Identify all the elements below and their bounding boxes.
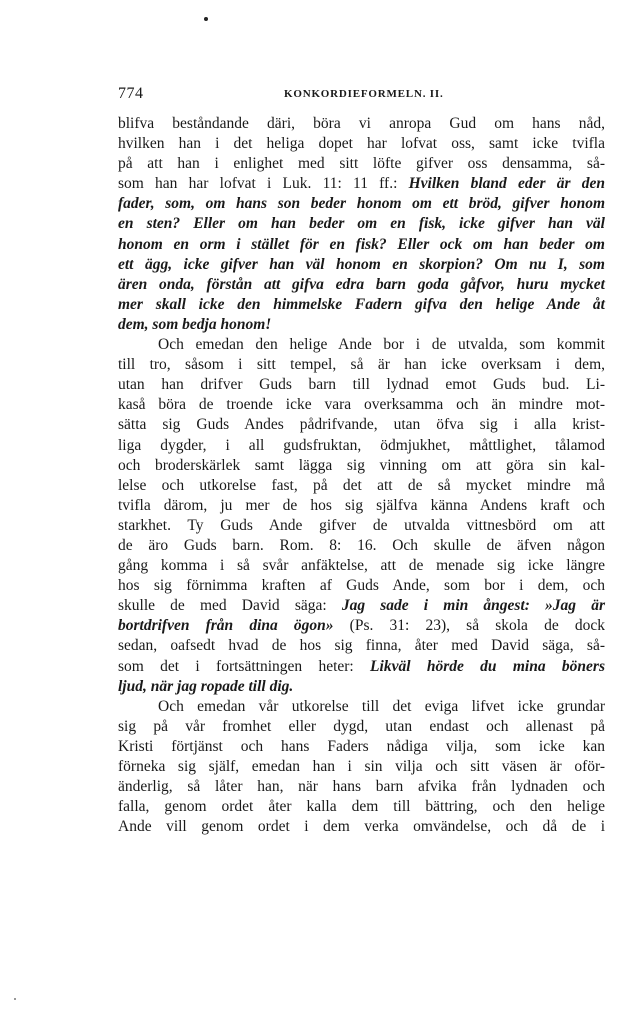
text-line [118, 657, 605, 677]
running-head: KONKORDIEFORMELN. II. [284, 88, 444, 100]
text-segment: falla, genom ordet åter kalla dem till bättring, och den helige [118, 798, 605, 816]
text-line [118, 395, 605, 415]
text-segment: och broderskärlek samt lägga sig vinning om att göra sin kal- [118, 456, 605, 474]
text-segment: på att han i enlighet med sitt löfte gifver oss densamma, så- [118, 155, 605, 173]
text-segment: änderlig, så låter han, när hans barn afvika från lydnaden och [118, 778, 605, 796]
text-line [118, 536, 605, 556]
text-line [118, 134, 605, 154]
text-segment: blifva beståndande däri, böra vi anropa Gud om hans nåd, [118, 115, 605, 132]
text-line [118, 114, 605, 134]
text-line [118, 476, 605, 496]
text-line [118, 214, 605, 234]
text-segment: liga dygder, i all gudsfruktan, ödmjukhet, måttlighet, tålamod [118, 436, 605, 454]
text-segment: starkhet. Ty Guds Ande gifver de utvalda vittnesbörd om att [118, 516, 605, 534]
text-line [118, 677, 605, 697]
text-segment: de äro Guds barn. Rom. 8: 16. Och skulle de äfven någon [118, 536, 605, 554]
italic-text: Jag sade i min ångest: »Jag är [341, 597, 605, 615]
text-line [118, 797, 605, 817]
italic-text: Hvilken bland eder är den [408, 175, 605, 193]
text-line [118, 275, 605, 295]
text-line [118, 777, 605, 797]
text-line [118, 817, 605, 837]
italic-text: dem, som bedja honom! [118, 315, 272, 333]
text-segment: skulle de med David säga: [118, 597, 342, 615]
text-line [118, 636, 605, 656]
text-line [118, 335, 605, 355]
text-segment: som det i fortsättningen heter: [118, 657, 371, 675]
text-segment: hvilken han i det heliga dopet har lofvat oss, samt icke tvifla [118, 135, 605, 153]
text-line [118, 576, 605, 596]
text-line [118, 415, 605, 435]
text-line [118, 616, 605, 636]
italic-text: ären onda, förstån att gifva edra barn goda gåfvor, huru mycket [118, 275, 605, 293]
text-segment: som han har lofvat i Luk. 11: 11 ff.: [118, 175, 409, 193]
text-segment: till tro, såsom i sitt tempel, så är han icke overksam i dem, [118, 356, 605, 374]
text-segment: hos sig förnimma kraften af Guds Ande, som bor i dem, och [118, 577, 605, 595]
text-line [118, 355, 605, 375]
text-segment: Kristi förtjänst och hans Faders nådiga vilja, som icke kan [118, 737, 605, 755]
text-line [118, 697, 605, 717]
italic-text: ett ägg, icke gifver han väl honom en skorpion? Om nu I, som [118, 255, 605, 273]
text-line [118, 757, 605, 777]
text-segment: Ande vill genom ordet i dem verka omvändelse, och då de i [118, 818, 605, 836]
text-line [118, 436, 605, 456]
text-line [118, 315, 605, 335]
italic-text: bortdrifven från dina ögon» [118, 617, 334, 635]
ink-speck [204, 17, 208, 21]
text-segment: utan han drifver Guds barn till lydnad emot Guds bud. Li- [118, 376, 605, 394]
body-text [118, 114, 605, 837]
italic-text: honom en orm i stället för en fisk? Eller ock om han beder om [118, 235, 605, 253]
text-line [118, 295, 605, 315]
italic-text: ljud, när jag ropade till dig. [118, 677, 294, 695]
text-line [118, 717, 605, 737]
text-line [118, 174, 605, 194]
text-segment: kaså böra de troende icke vara overksamma och än mindre mot- [118, 396, 605, 414]
text-line [118, 154, 605, 174]
text-line [118, 375, 605, 395]
text-segment: sätta sig Guds Andes pådrifvande, utan öfva sig i alla krist- [118, 416, 605, 434]
italic-text: Likväl hörde du mina böners [370, 657, 605, 675]
text-segment: gång komma i så svår anfäktelse, att de menade sig icke längre [118, 557, 605, 575]
text-line [118, 496, 605, 516]
text-line [118, 737, 605, 757]
text-line [118, 255, 605, 275]
text-segment: förneka sig själf, emedan han i sin vilja och sitt väsen är oför- [118, 758, 605, 775]
ink-speck [14, 998, 16, 1000]
text-segment: (Ps. 31: 23), så skola de dock [333, 617, 605, 635]
text-line [118, 516, 605, 536]
text-segment: tvifla därom, ju mer de hos sig själfva känna Andens kraft och [118, 496, 605, 514]
text-segment: Och emedan vår utkorelse till det eviga lifvet icke grundar [158, 697, 605, 715]
italic-text: en sten? Eller om han beder om en fisk, icke gifver han väl [118, 215, 605, 233]
text-segment: Och emedan den helige Ande bor i de utvalda, som kommit [158, 336, 605, 354]
text-segment: sig på vår fromhet eller dygd, utan endast och allenast på [118, 717, 605, 735]
text-line [118, 235, 605, 255]
text-line [118, 456, 605, 476]
text-line [118, 556, 605, 576]
text-line [118, 596, 605, 616]
text-segment: sedan, oafsedt hvad de hos sig finna, åter med David säga, så- [118, 637, 605, 655]
italic-text: mer skall icke den himmelske Fadern gifva den helige Ande åt [118, 295, 605, 313]
text-segment: lelse och utkorelse fast, på det att de så mycket mindre må [118, 476, 605, 494]
italic-text: fader, som, om hans son beder honom om ett bröd, gifver honom [118, 195, 605, 213]
text-line [118, 194, 605, 214]
page-number: 774 [118, 85, 144, 102]
